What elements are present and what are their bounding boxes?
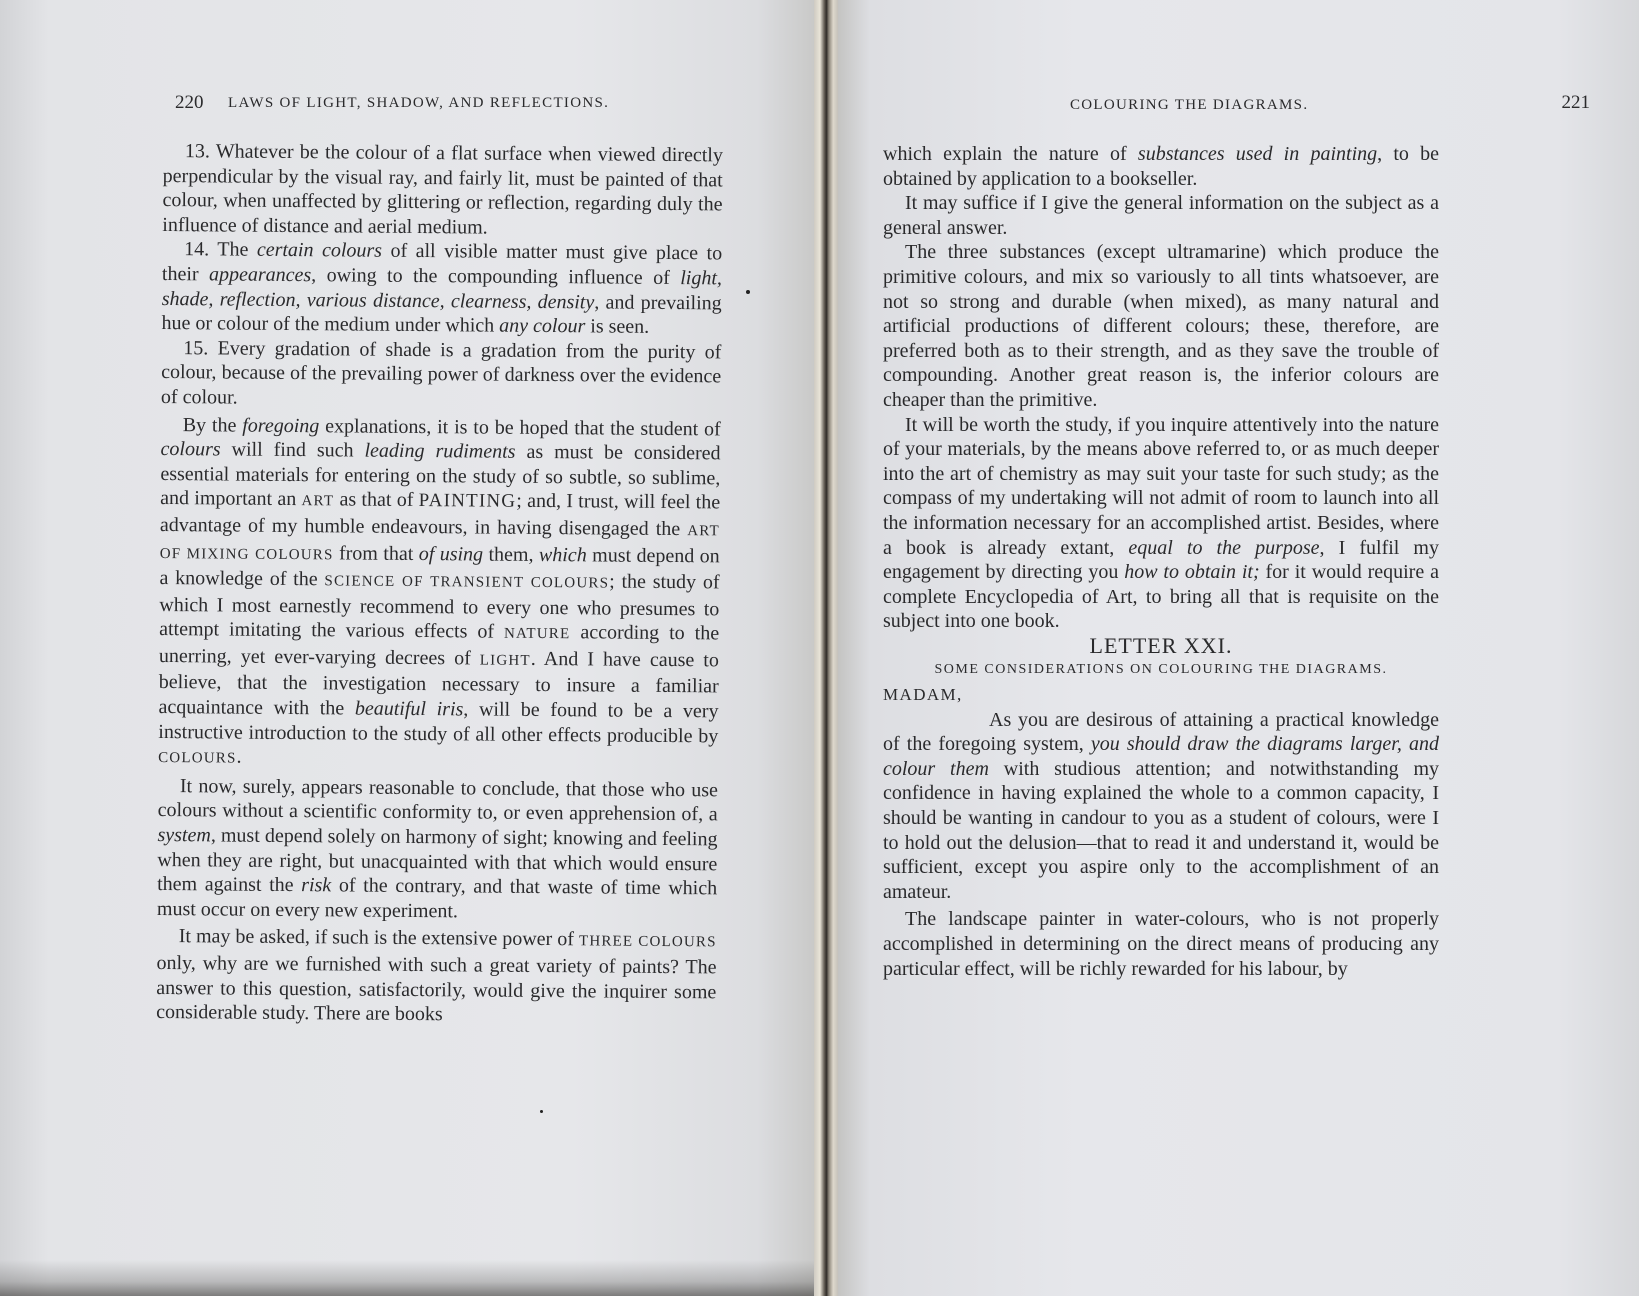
page-number: 220 [175, 92, 204, 113]
paper-speck [540, 1110, 543, 1113]
letter-subheading: SOME CONSIDERATIONS ON COLOURING THE DIAGRAMS. [934, 662, 1388, 678]
paragraph-desirous: As you are desirous of attaining a practical knowledge of the foregoing system, you should draw the diagrams larger, and colour them with studious attention; and notwithstanding my confidence in having explained the whole to a common capacity, I should be wanting in candour to you as a student of colours, were I to hold out the delusion—that to read it and understand it, would be sufficient, except you aspire only to the accomplishment of an amateur. [883, 708, 1440, 903]
right-running-head [1070, 92, 1590, 122]
paragraph-asked: It may be asked, if such is the extensive power of THREE COLOURS only, why are we furnished with such a great variety of paints? The answer to this question, satisfactorily, would give the inquirer some considerable study. There are books [156, 925, 717, 1026]
paragraph-15: 15. Every gradation of shade is a gradation from the purity of colour, because of the prevailing power of darkness over the evidence of colour. [160, 336, 722, 409]
right-body-text [883, 142, 1439, 981]
paragraph-landscape: The landscape painter in water-colours, who is not properly accomplished in determining on the direct means of producing any particular effect, will be richly rewarded for his labour, by [883, 908, 1439, 980]
salutation: MADAM, [883, 685, 963, 705]
letter-title: LETTER XXI. [1089, 632, 1233, 658]
running-head-title: COLOURING THE DIAGRAMS. [1070, 97, 1309, 113]
paragraph-foregoing: By the foregoing explanations, it is to be hoped that the student of colours will find such leading rudiments as must be considered essential materials for entering on the study of so subtle, so sublime, and important an ART as that of PAINTING; and, I trust, will feel the advantage of my humble endeavours, in having disengaged the ART OF MIXING COLOURS from that of using them, which must depend on a knowledge of the SCIENCE OF TRANSIENT COLOURS; the study of which I most earnestly recommend to every one who presumes to attempt imitating the various effects of NATURE according to the unerring, yet ever-varying decrees of LIGHT. And I have cause to believe, that the investigation necessary to insure a familiar acquaintance with the beautiful iris, will be found to be a very instructive introduction to the study of all other effects producible by COLOURS. [158, 413, 721, 768]
paper-speck [746, 290, 750, 294]
paragraph-continued: which explain the nature of substances used in painting, to be obtained by application to a bookseller. [883, 143, 1440, 190]
paragraph-suffice: It may suffice if I give the general information on the subject as a general answer. [883, 192, 1439, 239]
right-page [838, 0, 1639, 1296]
running-head-title: LAWS OF LIGHT, SHADOW, AND REFLECTIONS. [228, 95, 610, 111]
page-number: 221 [1561, 92, 1590, 113]
left-page [0, 0, 814, 1296]
paragraph-13: 13. Whatever be the colour of a flat surface when viewed directly perpendicular by the visual ray, and fairly lit, must be painted of that colour, when unaffected by glittering or reflection, regarding duly the influence of distance and aerial medium. [162, 140, 723, 239]
book-gutter [814, 0, 838, 1296]
page-edge-shadow [0, 1260, 814, 1296]
left-body-text [156, 139, 723, 1029]
paragraph-study: It will be worth the study, if you inquire attentively into the nature of your materials, by the means above referred to, or as much deeper into the art of chemistry as may suit your taste for such study; as the compass of my undertaking will not admit of room to launch into all the information necessary for an accomplished artist. Besides, where a book is already extant, equal to the purpose, I fulfil my engagement by directing you how to obtain it; for it would require a complete Encyclopedia of Art, to bring all that is requisite on the subject into one book. [883, 413, 1439, 633]
paragraph-conclude: It now, surely, appears reasonable to conclude, that those who use colours without a scientific conformity to, or even apprehension of, a system, must depend solely on harmony of sight; knowing and feeling when they are right, but unacquainted with that which would ensure them against the risk of the contrary, and that waste of time which must occur on every new experiment. [156, 774, 718, 923]
left-running-head [175, 92, 675, 122]
paragraph-14: 14. The certain colours of all visible matter must give place to their appearances, owing to the compounding influence of light, shade, reflection, various distance, clearness, density, and prevailing hue or colour of the medium under which any colour is seen. [161, 238, 723, 338]
paragraph-substances: The three substances (except ultramarine) which produce the primitive colours, and mix so variously to all tints whatsoever, are not so strong and durable (when mixed), as many natural and artificial productions of different colours; these, therefore, are preferred both as to their strength, and as they save the trouble of compounding. Another great reason is, the inferior colours are cheaper than the primitive. [883, 241, 1439, 411]
